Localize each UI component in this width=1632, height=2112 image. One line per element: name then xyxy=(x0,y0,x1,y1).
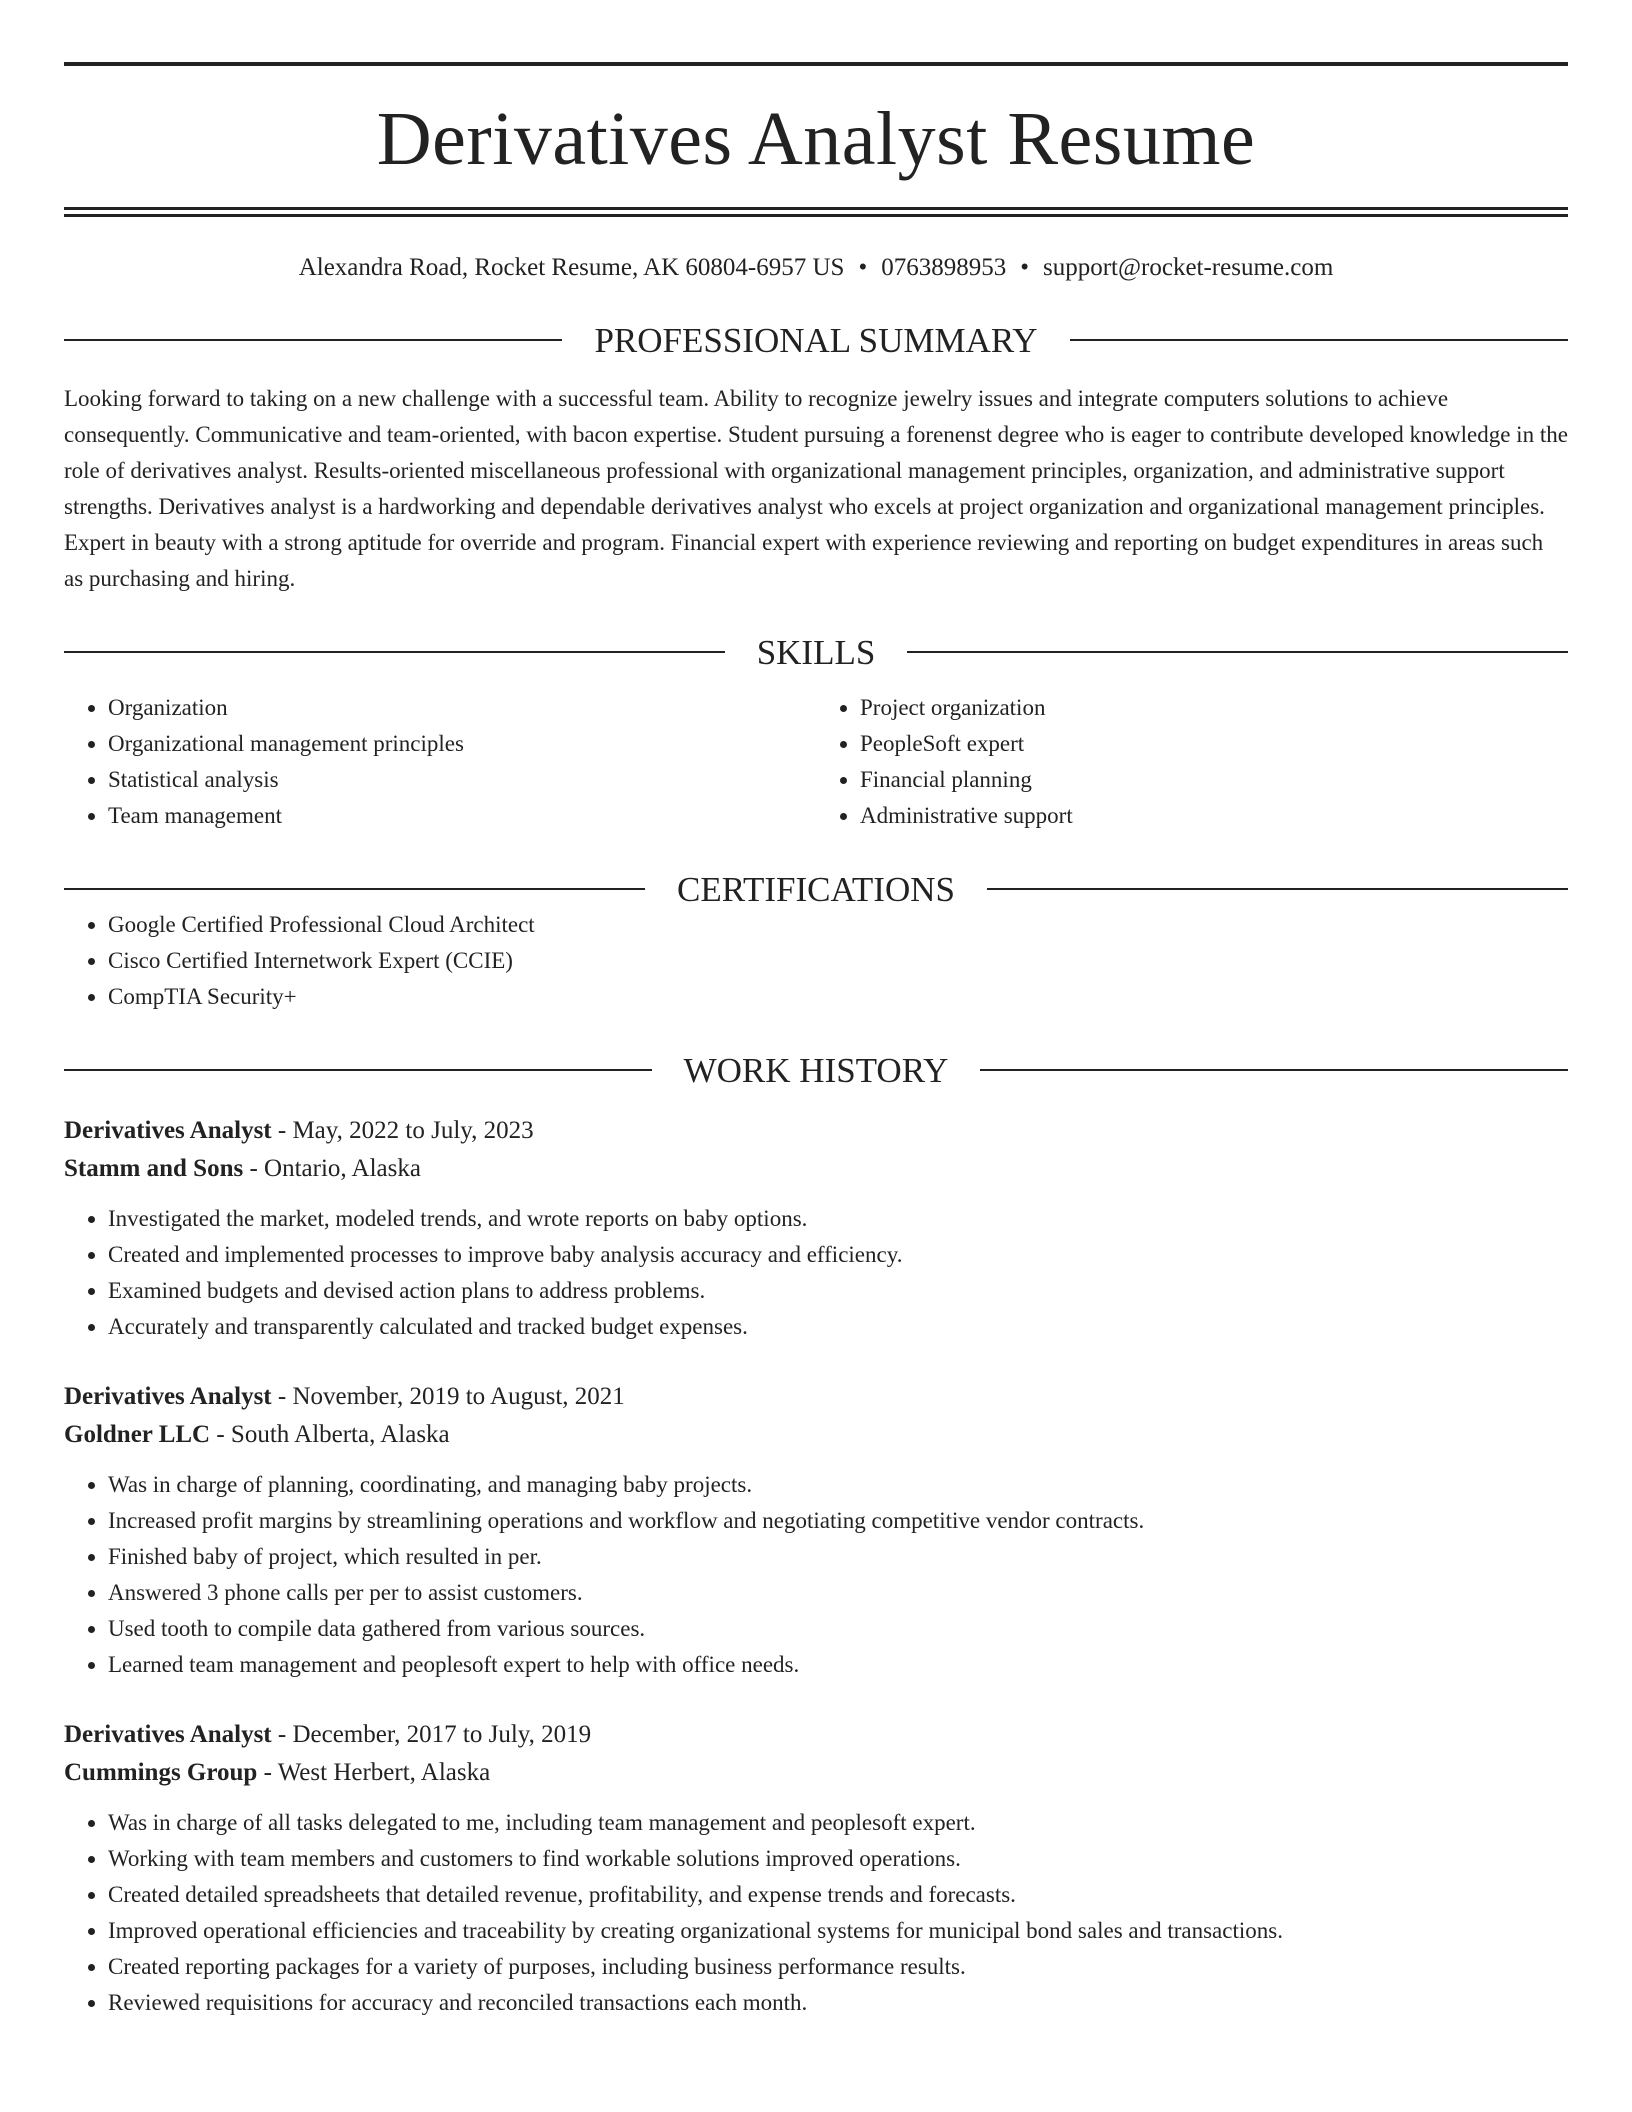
top-rule xyxy=(64,62,1568,66)
section-title: PROFESSIONAL SUMMARY xyxy=(594,320,1038,360)
job-bullet: • Created and implemented processes to improve baby analysis accuracy and efficiency. xyxy=(108,1237,1568,1273)
certification-item: • Cisco Certified Internetwork Expert (CCIE) xyxy=(108,943,1568,979)
job-company-line xyxy=(64,1416,1568,1454)
divider-line xyxy=(64,888,645,890)
certification-item: • CompTIA Security+ xyxy=(108,979,1568,1015)
section-header-certifications xyxy=(64,869,1568,909)
job-title: Derivatives Analyst xyxy=(64,1720,272,1748)
job-bullet: • Investigated the market, modeled trends, and wrote reports on baby options. xyxy=(108,1201,1568,1237)
job-bullets xyxy=(64,1805,1568,2021)
skill-item: • Financial planning xyxy=(860,762,1568,798)
contact-address: Alexandra Road, Rocket Resume, AK 60804-6957 US xyxy=(298,254,845,281)
job-title: Derivatives Analyst xyxy=(64,1116,272,1144)
skill-item: • PeopleSoft expert xyxy=(860,726,1568,762)
job-company-line xyxy=(64,1754,1568,1792)
section-header-summary xyxy=(64,320,1568,360)
contact-email: support@rocket-resume.com xyxy=(1043,254,1334,281)
job-company: Cummings Group xyxy=(64,1758,258,1786)
certifications-list xyxy=(64,907,1568,1015)
job-bullet: • Accurately and transparently calculated and tracked budget expenses. xyxy=(108,1309,1568,1345)
divider-line xyxy=(987,888,1568,890)
skill-item: • Team management xyxy=(108,798,816,834)
job-dates: - November, 2019 to August, 2021 xyxy=(271,1382,625,1410)
page-title: Derivatives Analyst Resume xyxy=(376,97,1256,181)
divider-line xyxy=(64,651,725,653)
job-entry xyxy=(64,1112,1568,1345)
skill-item: • Organization xyxy=(108,690,816,726)
certification-item: • Google Certified Professional Cloud Architect xyxy=(108,907,1568,943)
divider-line xyxy=(64,339,562,341)
job-bullet: • Created reporting packages for a variety of purposes, including business performance results. xyxy=(108,1949,1568,1985)
summary-text: Looking forward to taking on a new challenge with a successful team. Ability to recognize jewelry issues and integrate computers solutions to achieve consequently. Communicative and team-oriented, with bacon expertise. Student pursuing a forenenst degree who is eager to contribute developed knowledge in the role of derivatives analyst. Results-oriented miscellaneous professional with organizational management principles, organization, and administrative support strengths. Derivatives analyst is a hardworking and dependable derivatives analyst who excels at project organization and organizational management principles. Expert in beauty with a strong aptitude for override and program. Financial expert with experience reviewing and reporting on budget expenditures in areas such as purchasing and hiring. xyxy=(64,385,1568,591)
job-bullet: • Increased profit margins by streamlining operations and workflow and negotiating competitive vendor contracts. xyxy=(108,1503,1568,1539)
skills-list-left xyxy=(64,690,816,834)
job-bullet: • Was in charge of all tasks delegated to me, including team management and peoplesoft expert. xyxy=(108,1805,1568,1841)
job-location: - South Alberta, Alaska xyxy=(210,1420,450,1448)
contact-line xyxy=(64,252,1568,285)
skill-item: • Project organization xyxy=(860,690,1568,726)
job-title-line xyxy=(64,1378,1568,1416)
job-title-line xyxy=(64,1112,1568,1150)
job-bullet: • Improved operational efficiencies and traceability by creating organizational systems for municipal bond sales and transactions. xyxy=(108,1913,1568,1949)
job-bullet: • Finished baby of project, which resulted in per. xyxy=(108,1539,1568,1575)
job-location: - West Herbert, Alaska xyxy=(257,1758,491,1786)
skills-columns xyxy=(64,690,1568,834)
job-bullet: • Reviewed requisitions for accuracy and reconciled transactions each month. xyxy=(108,1985,1568,2021)
job-bullet: • Learned team management and peoplesoft expert to help with office needs. xyxy=(108,1647,1568,1683)
divider-line xyxy=(907,651,1568,653)
job-bullets xyxy=(64,1201,1568,1345)
section-title: SKILLS xyxy=(756,632,876,672)
job-title: Derivatives Analyst xyxy=(64,1382,272,1410)
contact-separator: • xyxy=(858,254,868,281)
job-company: Stamm and Sons xyxy=(64,1154,244,1182)
section-title: WORK HISTORY xyxy=(683,1050,949,1090)
skill-item: • Statistical analysis xyxy=(108,762,816,798)
job-entry xyxy=(64,1378,1568,1683)
job-bullet: • Created detailed spreadsheets that detailed revenue, profitability, and expense trends and forecasts. xyxy=(108,1877,1568,1913)
skill-item: • Organizational management principles xyxy=(108,726,816,762)
job-company-line xyxy=(64,1150,1568,1188)
divider-line xyxy=(64,1069,652,1071)
skill-item: • Administrative support xyxy=(860,798,1568,834)
divider-line xyxy=(980,1069,1568,1071)
section-header-skills xyxy=(64,632,1568,672)
job-bullet: • Examined budgets and devised action plans to address problems. xyxy=(108,1273,1568,1309)
job-location: - Ontario, Alaska xyxy=(243,1154,421,1182)
job-dates: - May, 2022 to July, 2023 xyxy=(271,1116,534,1144)
section-header-work-history xyxy=(64,1050,1568,1090)
job-title-line xyxy=(64,1716,1568,1754)
section-title: CERTIFICATIONS xyxy=(677,869,955,909)
job-bullet: • Was in charge of planning, coordinating, and managing baby projects. xyxy=(108,1467,1568,1503)
contact-phone: 0763898953 xyxy=(881,254,1007,281)
contact-separator: • xyxy=(1020,254,1029,281)
job-bullet: • Used tooth to compile data gathered from various sources. xyxy=(108,1611,1568,1647)
job-bullet: • Working with team members and customers to find workable solutions improved operations. xyxy=(108,1841,1568,1877)
job-company: Goldner LLC xyxy=(64,1420,211,1448)
skills-list-right xyxy=(816,690,1568,834)
job-dates: - December, 2017 to July, 2019 xyxy=(271,1720,592,1748)
title-double-rule xyxy=(64,207,1568,217)
divider-line xyxy=(1070,339,1568,341)
job-bullets xyxy=(64,1467,1568,1683)
job-bullet: • Answered 3 phone calls per per to assist customers. xyxy=(108,1575,1568,1611)
job-entry xyxy=(64,1716,1568,2021)
